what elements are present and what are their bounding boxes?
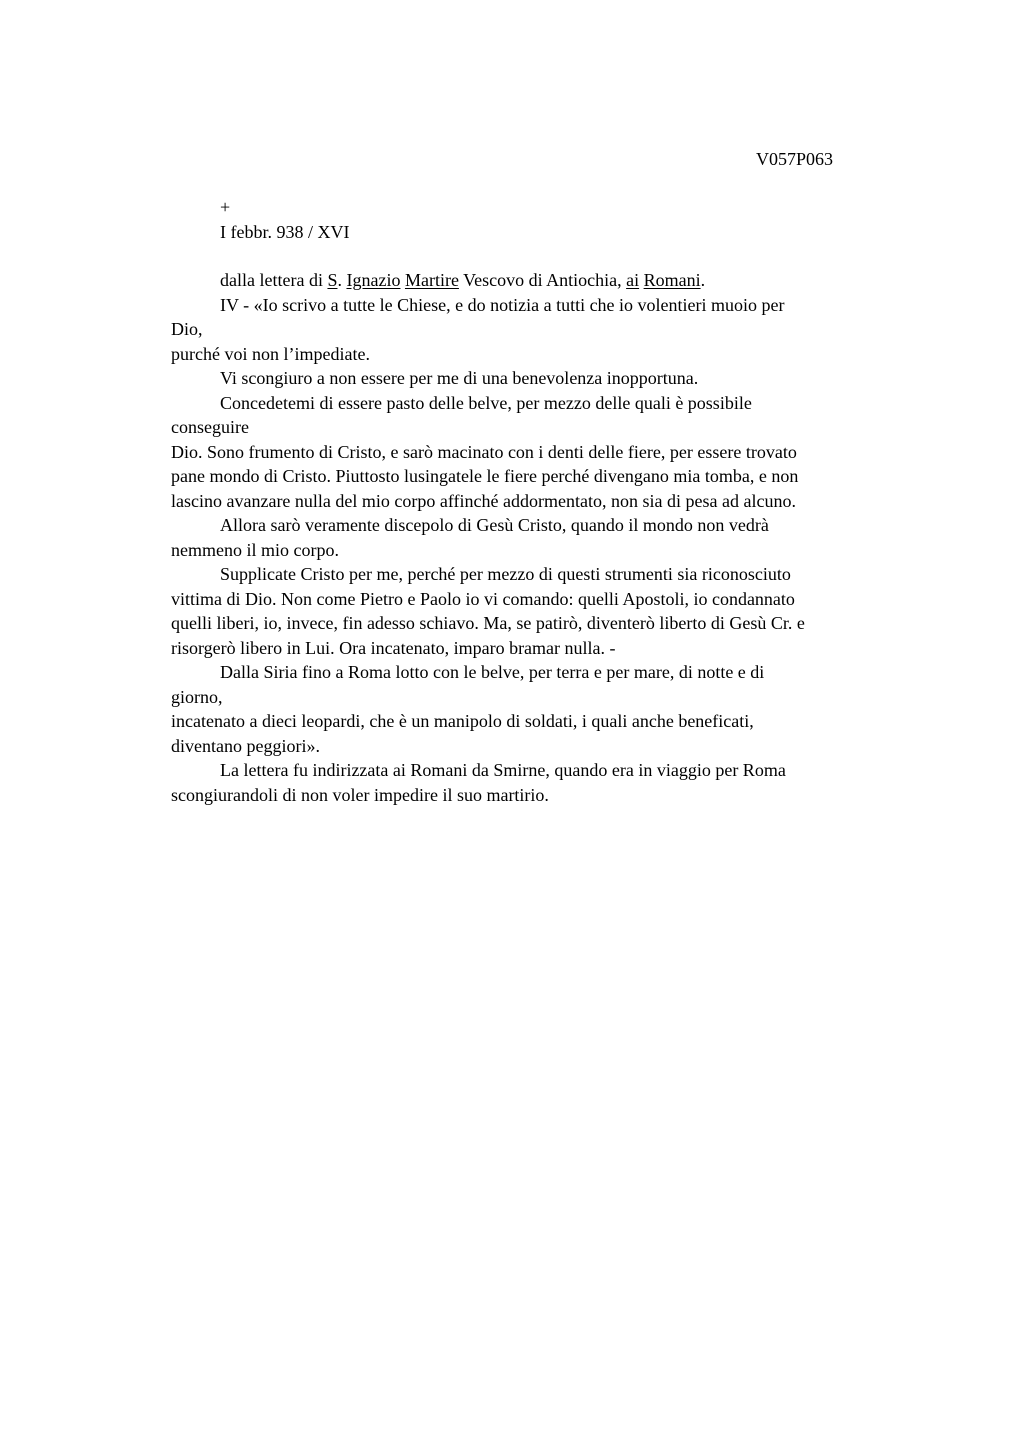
text-line: Dalla Siria fino a Roma lotto con le belve, per terra e per mare, di notte e di [220,662,765,682]
text-line: vittima di Dio. Non come Pietro e Paolo io vi comando: quelli Apostoli, io condannato [171,589,795,609]
text-line: risorgerò libero in Lui. Ora incatenato, imparo bramar nulla. - [171,638,616,658]
text-line: giorno, [171,687,223,707]
saint-name: Ignazio [346,270,401,290]
text-line: diventano peggiori». [171,736,320,756]
saint-title: Martire [404,270,459,290]
text-line: nemmeno il mio corpo. [171,540,339,560]
text-line: purché voi non l’impediate. [171,344,370,364]
text-line: pane mondo di Cristo. Piuttosto lusingatele le fiere perché divengano mia tomba, e non [171,466,799,486]
text-line: conseguire [171,417,249,437]
text-line: IV - «Io scrivo a tutte le Chiese, e do notizia a tutti che io volentieri muoio per [220,295,785,315]
text-line: Vi scongiuro a non essere per me di una benevolenza inopportuna. [220,368,699,388]
to-word: ai [626,270,640,290]
text-line: lascino avanzare nulla del mio corpo affinché addormentato, non sia di pesa ad alcuno. [171,491,796,511]
document-id: V057P063 [756,149,834,169]
text-line: incatenato a dieci leopardi, che è un manipolo di soldati, i quali anche beneficati, [171,711,754,731]
text-line: Dio. Sono frumento di Cristo, e sarò macinato con i denti delle fiere, per essere trovato [171,442,797,462]
text-line: La lettera fu indirizzata ai Romani da Smirne, quando era in viaggio per Roma [220,760,786,780]
text-line: scongiurandoli di non voler impedire il suo martirio. [171,785,549,805]
text-line: Concedetemi di essere pasto delle belve, per mezzo delle quali è possibile [220,393,752,413]
source-line: dalla lettera di S. Ignazio Martire Vescovo di Antiochia, ai Romani. [220,270,706,290]
text-line: Supplicate Cristo per me, perché per mezzo di questi strumenti sia riconosciuto [220,564,791,584]
saint-abbrev: S [327,270,338,290]
text-line: quelli liberi, io, invece, fin adesso schiavo. Ma, se patirò, diventerò liberto di Gesù Cr. e [171,613,805,633]
text-line: Dio, [171,319,203,339]
text-line: Allora sarò veramente discepolo di Gesù Cristo, quando il mondo non vedrà [220,515,769,535]
cross-mark: + [220,197,231,217]
date-line: I febbr. 938 / XVI [220,222,350,242]
recipients: Romani [643,270,701,290]
